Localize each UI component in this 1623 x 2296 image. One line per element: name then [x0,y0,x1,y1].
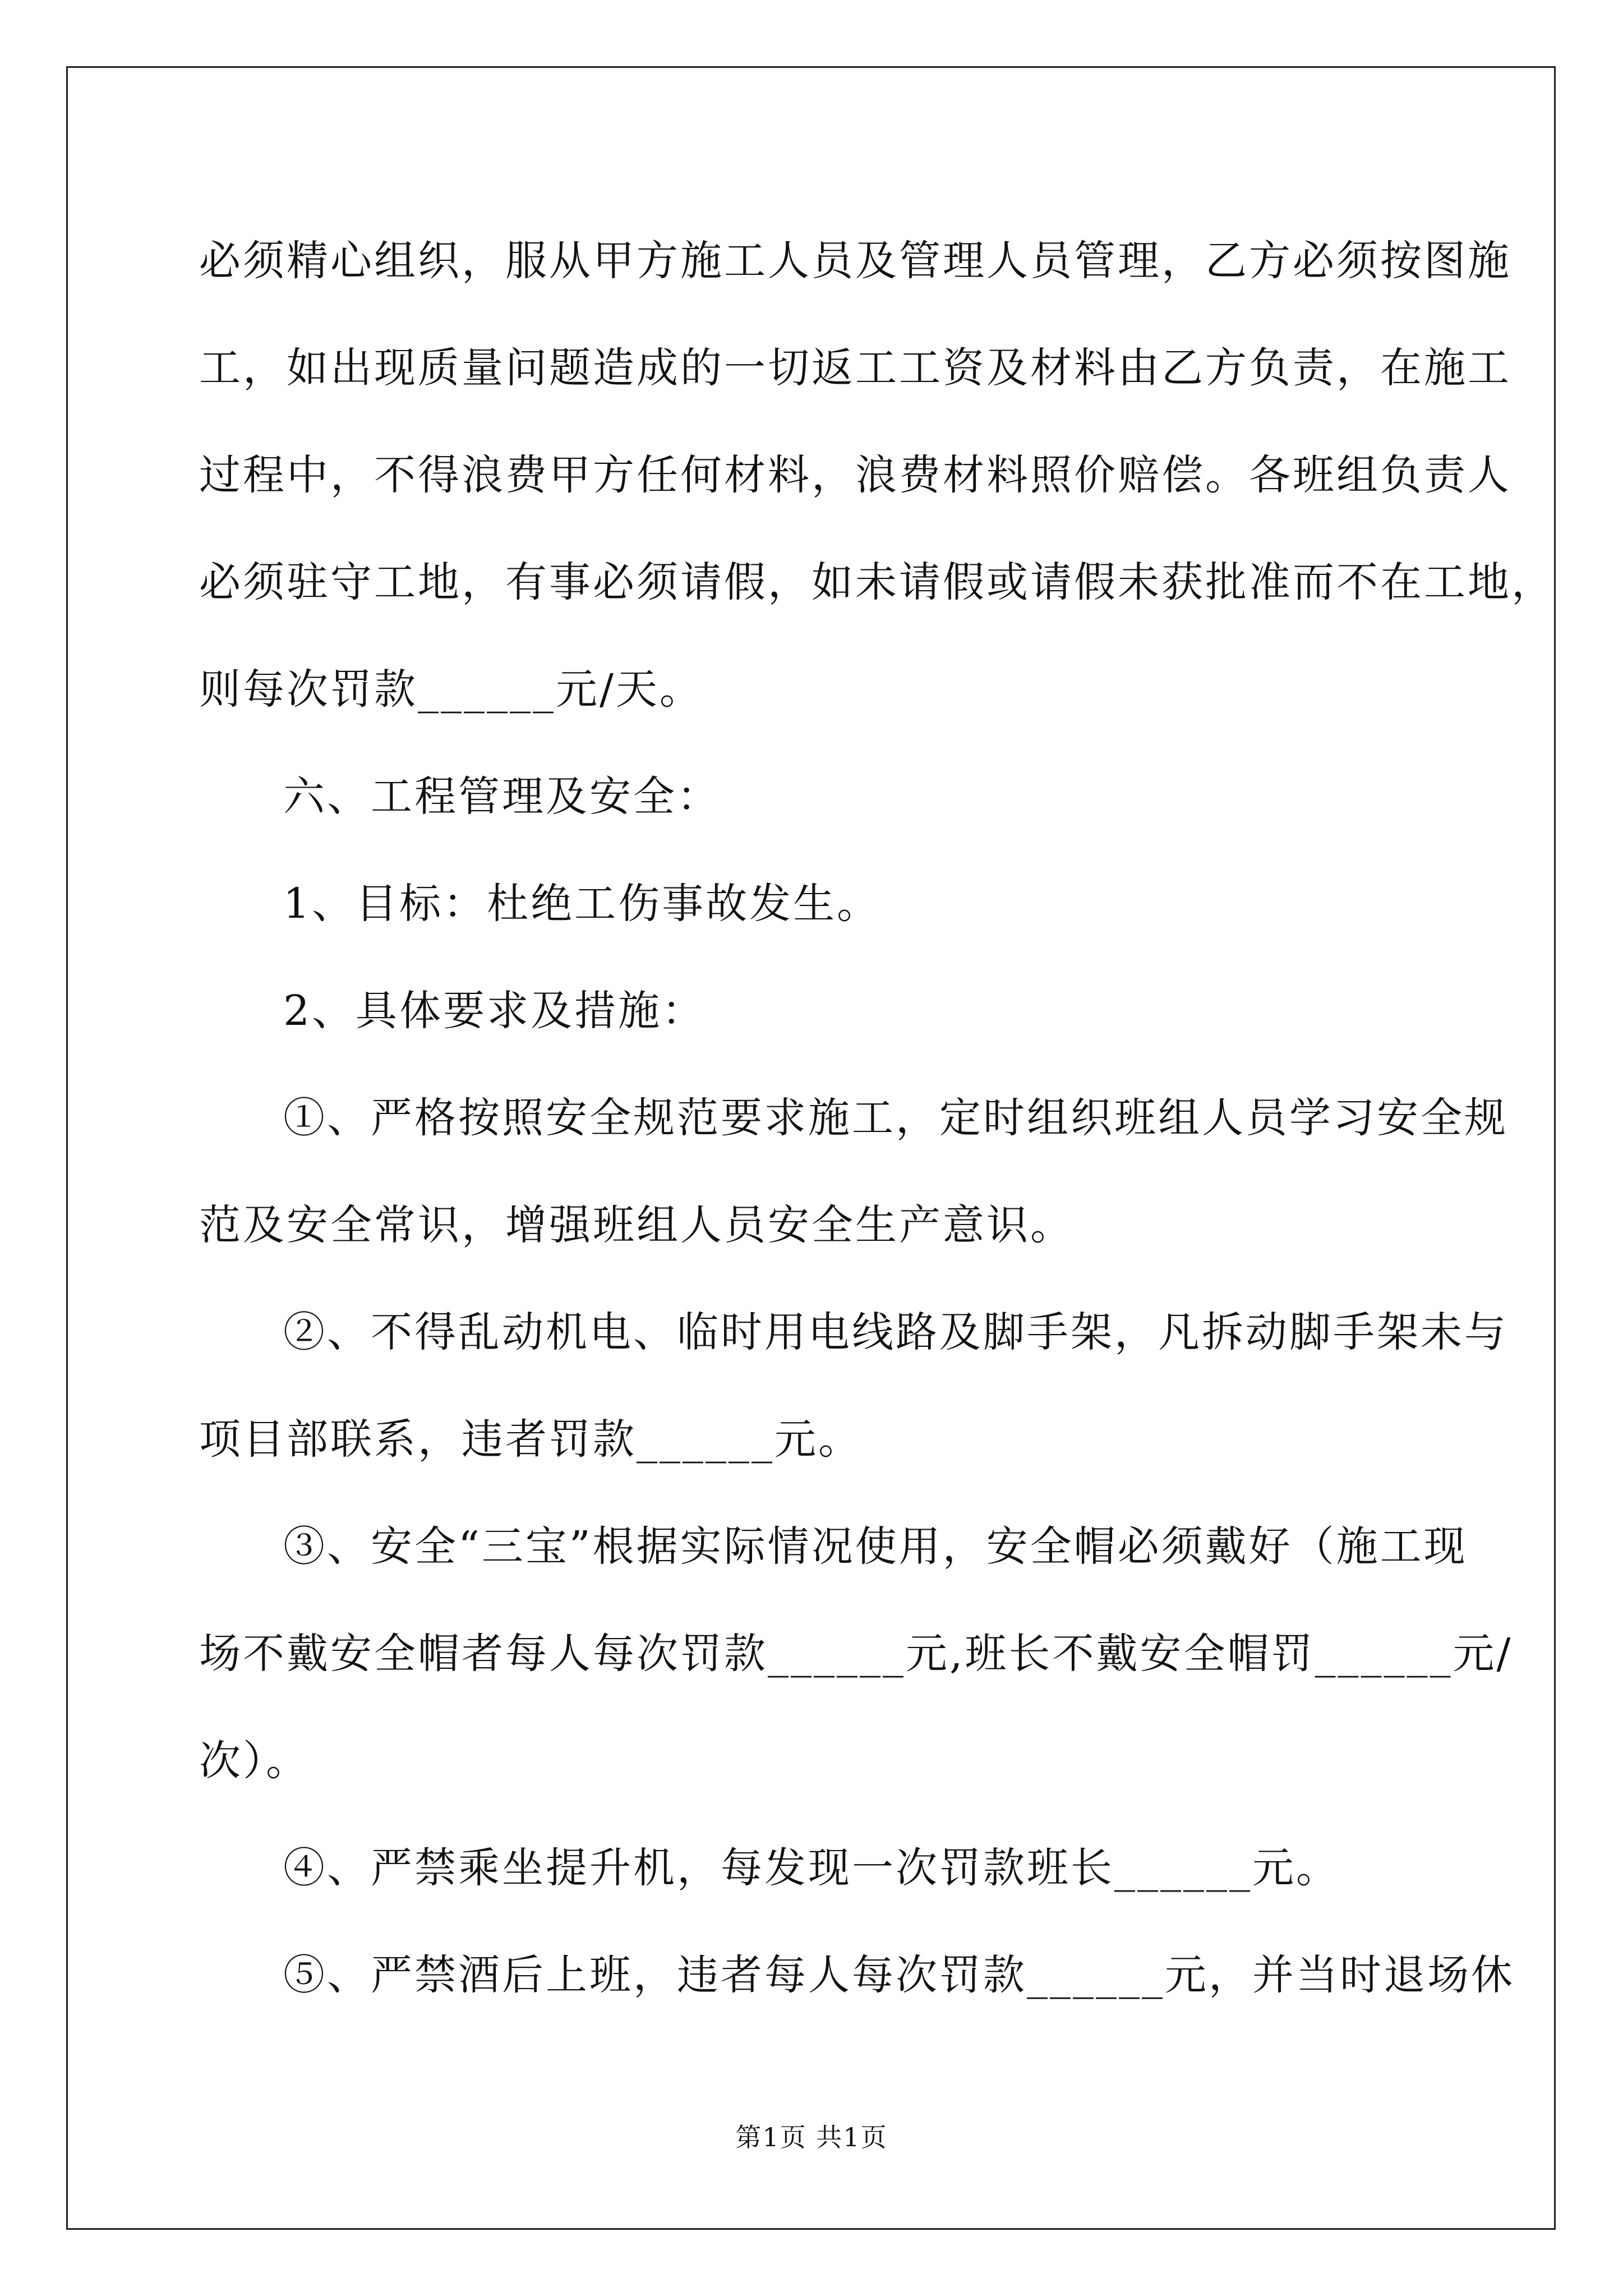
body-line: 范及安全常识，增强班组人员安全生产意识。 [199,1201,1074,1249]
list-item: ④、严禁乘坐提升机，每发现一次罚款班长______元。 [283,1844,1340,1892]
list-item: ③、安全“三宝”根据实际情况使用，安全帽必须戴好（施工现 [283,1522,1468,1571]
body-line: 次）。 [199,1737,310,1785]
body-line: 则每次罚款______元/天。 [199,665,703,714]
list-item: ②、不得乱动机电、临时用电线路及脚手架，凡拆动脚手架未与 [283,1308,1508,1356]
body-line: 必须驻守工地，有事必须请假，如未请假或请假未获批准而不在工地， [199,558,1555,606]
list-item: ⑤、严禁酒后上班，违者每人每次罚款______元，并当时退场休 [283,1951,1515,1999]
document-body [199,208,1555,2029]
body-line: 场不戴安全帽者每人每次罚款______元,班长不戴安全帽罚______元/ [199,1630,1513,1678]
body-line: 必须精心组织，服从甲方施工人员及管理人员管理，乙方必须按图施 [199,237,1511,285]
body-line: 过程中，不得浪费甲方任何材料，浪费材料照价赔偿。各班组负责人 [199,451,1511,499]
page-footer: 第1页 共1页 [735,2122,888,2152]
section-heading: 六、工程管理及安全： [283,772,721,821]
body-line: 工，如出现质量问题造成的一切返工工资及材料由乙方负责，在施工 [199,344,1511,392]
list-item: 2、具体要求及措施： [283,987,706,1035]
body-line: 项目部联系，违者罚款______元。 [199,1415,862,1464]
list-item: 1、目标：杜绝工伤事故发生。 [283,880,881,928]
list-item: ①、严格按照安全规范要求施工，定时组织班组人员学习安全规 [283,1094,1508,1142]
